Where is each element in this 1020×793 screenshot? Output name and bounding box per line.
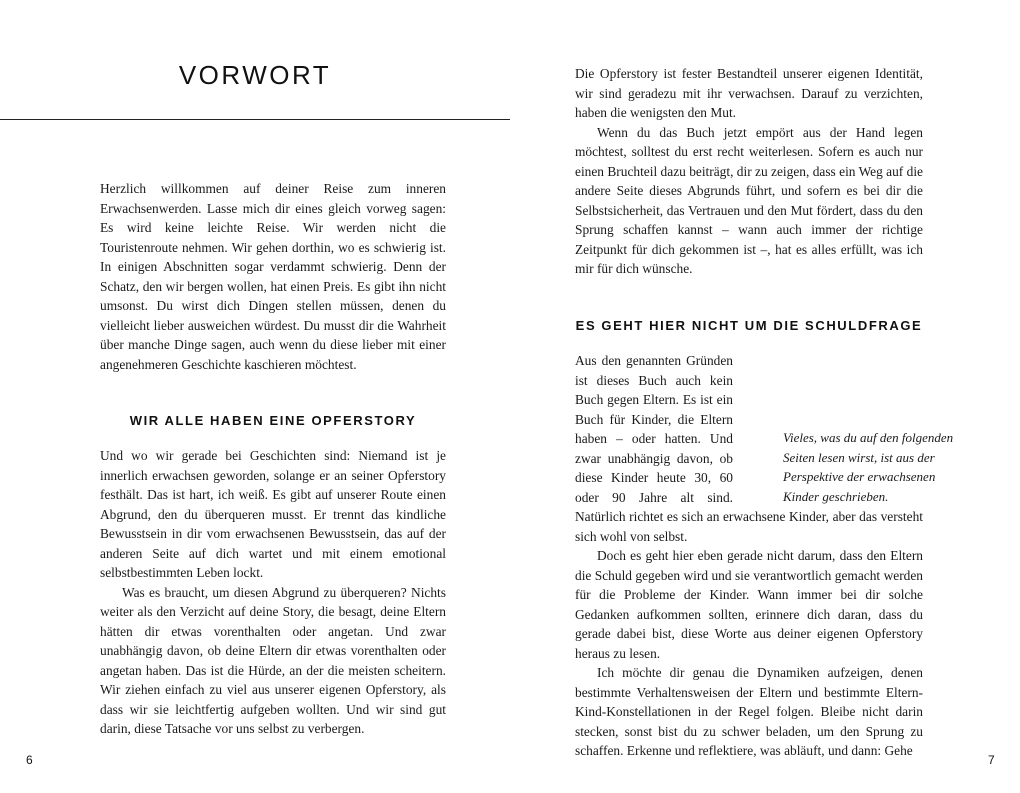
title-rule — [0, 119, 510, 120]
schuldfrage-paragraph-2: Doch es geht hier eben gerade nicht darum, dass den Eltern die Schuld gegeben wird und sie verantwortlich gemacht werden für die Probleme der Kinder. Wann immer bei dir solche Gedanken aufkommen sollten, erinnere dich daran, dass du gerade dabei bist, diese Worte aus deiner eigenen Opferstory heraus zu lesen. — [575, 548, 923, 661]
schuldfrage-paragraph-1: Aus den genannten Gründen ist dieses Buch auch kein Buch gegen Eltern. Es ist ein Buch für Kinder, die Eltern haben – oder hatten. Und zwar unabhängig davon, ob diese Kinder heute 30, 60 oder 90 Jahre alt sind. Natürlich richtet es sich an erwachsene Kinder, aber das versteht sich wohl von selbst. — [575, 353, 923, 544]
page-number-left: 6 — [26, 753, 33, 767]
continued-paragraph-1: Die Opferstory ist fester Bestandteil unserer eigenen Identität, wir sind geradezu mit ihr verwachsen. Darauf zu verzichten, haben die wenigsten den Mut. — [575, 66, 923, 120]
section-heading-schuldfrage: ES GEHT HIER NICHT UM DIE SCHULDFRAGE — [575, 318, 923, 333]
right-page — [510, 0, 1020, 793]
opferstory-paragraph-1: Und wo wir gerade bei Geschichten sind: Niemand ist je innerlich erwachsen geworden, solange er an seiner Opferstory festhält. Das ist hart, ich weiß. Es gibt auf unserer Route einen Abgrund, den du überqueren musst. Er trennt das kindliche Bewusstsein in dir vom erwachsenen Bewusstsein, das auf der anderen Seite auf dich wartet und mit einem emotional selbstbestimmten Leben lockt. — [100, 448, 446, 580]
continued-paragraph-2: Wenn du das Buch jetzt empört aus der Hand legen möchtest, solltest du erst recht weiterlesen. Sofern es auch nur einen Bruchteil dazu beiträgt, dir zu zeigen, dass ein Weg auf die andere Seite dieses Abgrunds führt, und sofern es bei dir die Selbstsicherheit, das Vertrauen und den Mut fördert, dass du den Sprung schaffen kannst – wann auch immer der richtige Zeitpunkt für dich gekommen ist –, hat es alles erfüllt, was ich mir für dich wünsche. — [575, 124, 923, 276]
chapter-title: VORWORT — [178, 60, 332, 90]
page-number-right: 7 — [988, 753, 995, 767]
pull-quote: Vieles, was du auf den folgenden Seiten lesen wirst, ist aus der Perspektive der erwachsenen Kinder geschrieben. — [783, 430, 954, 504]
opferstory-paragraph-2: Was es braucht, um diesen Abgrund zu überqueren? Nichts weiter als den Verzicht auf deine Story, die besagt, deine Eltern hätten dir etwas vorenthalten oder angetan. Und zwar unabhängig davon, ob deine Eltern dir etwas vorenthalten oder angetan haben. Das ist die Hürde, an der die meisten scheitern. Wir ziehen einfach zu viel aus unserer eigenen Opferstory, als dass wir sie leichtfertig aufgeben wollten. Und wir sind gut darin, diese Tatsache vor uns selbst zu verbergen. — [100, 584, 446, 736]
section-heading-opferstory: WIR ALLE HABEN EINE OPFERSTORY — [129, 413, 417, 428]
opferstory-block — [100, 446, 446, 739]
schuldfrage-paragraph-3: Ich möchte dir genau die Dynamiken aufzeigen, denen bestimmte Verhaltensweisen der Eltern und bestimmte Eltern-Kind-Konstellationen in der Regel folgen. Bleibe nicht darin stecken, sonst bist du zu schwer beladen, um den Sprung zu schaffen. Erkenne und reflektiere, was abläuft, und dann: Gehe — [575, 665, 923, 758]
intro-continued-block — [575, 64, 923, 279]
intro-block — [100, 179, 446, 374]
intro-paragraph: Herzlich willkommen auf deiner Reise zum inneren Erwachsenwerden. Lasse mich dir eines gleich vorweg sagen: Es wird keine leichte Reise. Wir werden nicht die Touristenroute nehmen. Wir gehen dorthin, wo es schwierig ist. In einigen Abschnitten sogar verdammt schwierig. Denn der Schatz, den wir bergen wollen, hat einen Preis. Es gibt ihn nicht umsonst. Du wirst dich Dingen stellen müssen, denen du vielleicht lieber ausweichen würdest. Du musst dir die Wahrheit über manche Dinge sagen, auch wenn du diese lieber mit einer angenehmeren Geschichte kaschieren möchtest. — [100, 181, 446, 372]
schuldfrage-block — [575, 351, 923, 761]
